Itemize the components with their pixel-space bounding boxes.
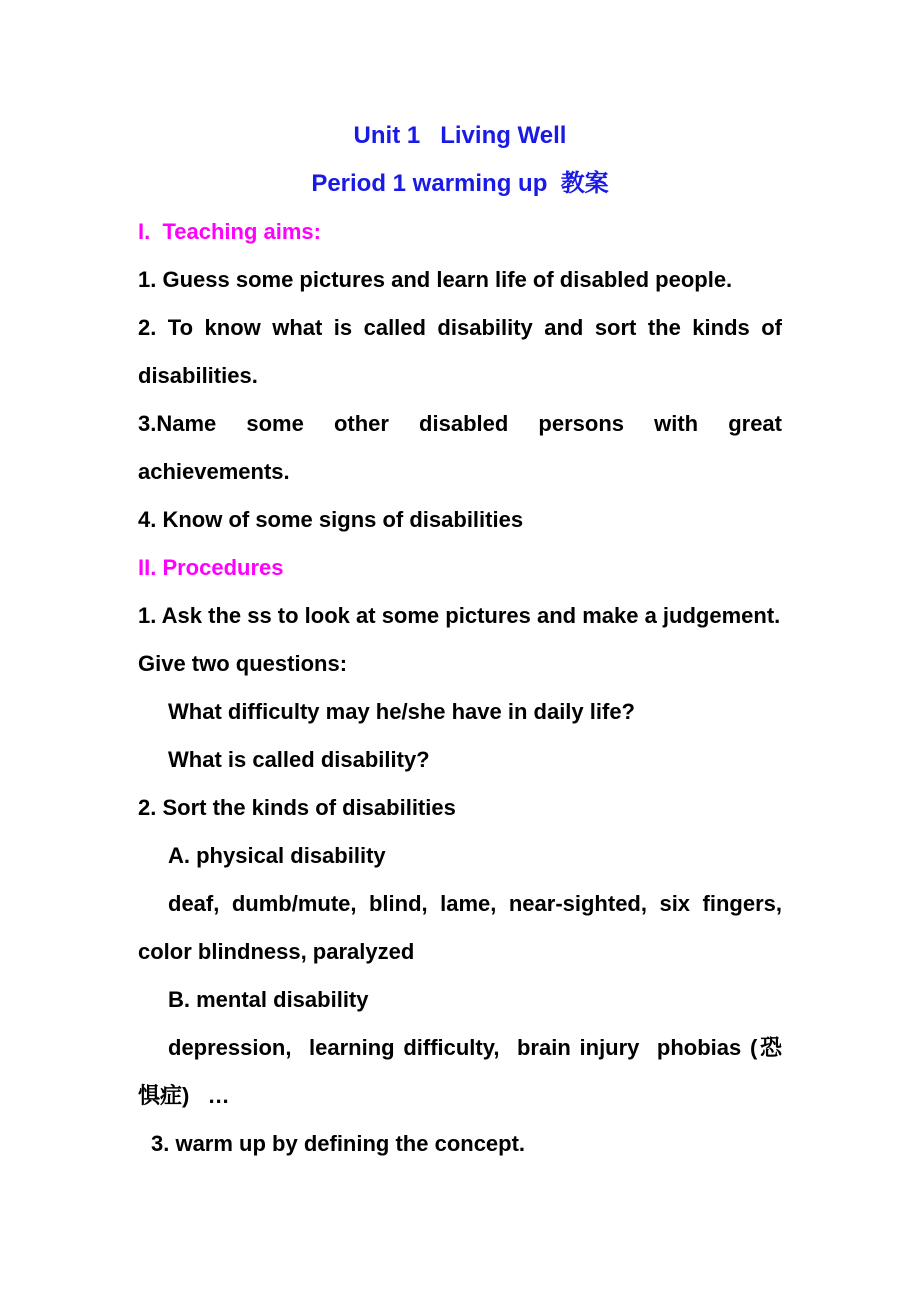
document-subtitle: Period 1 warming up 教案 [311,170,609,197]
section-heading: I. Teaching aims: [138,219,321,244]
text-line: B. mental disability [168,987,369,1012]
text-line: depression, learning difficulty, brain injury phobias (恐 [168,1035,782,1060]
text-line: color blindness, paralyzed [138,939,415,964]
text-line: 惧症) … [138,1083,230,1108]
text-line: deaf, dumb/mute, blind, lame, near-sighted, six fingers, [168,891,782,916]
text-line: What difficulty may he/she have in daily life? [168,699,635,724]
text-line: 4. Know of some signs of disabilities [138,507,524,532]
text-line: 3. warm up by defining the concept. [151,1131,526,1156]
text-line: A. physical disability [168,843,386,868]
text-line: What is called disability? [168,747,430,772]
text-line: disabilities. [138,363,258,388]
text-line: 1. Ask the ss to look at some pictures and make a judgement. [138,603,781,628]
text-line: 2. To know what is called disability and sort the kinds of [138,315,782,340]
document-title: Unit 1 Living Well [353,122,567,149]
text-line: 3.Name some other disabled persons with great [138,411,782,436]
section-heading: II. Procedures [138,555,284,580]
text-line: 2. Sort the kinds of disabilities [138,795,456,820]
text-line: Give two questions: [138,651,348,676]
document-body [138,208,782,1168]
text-line: achievements. [138,459,290,484]
text-line: 1. Guess some pictures and learn life of disabled people. [138,267,733,292]
